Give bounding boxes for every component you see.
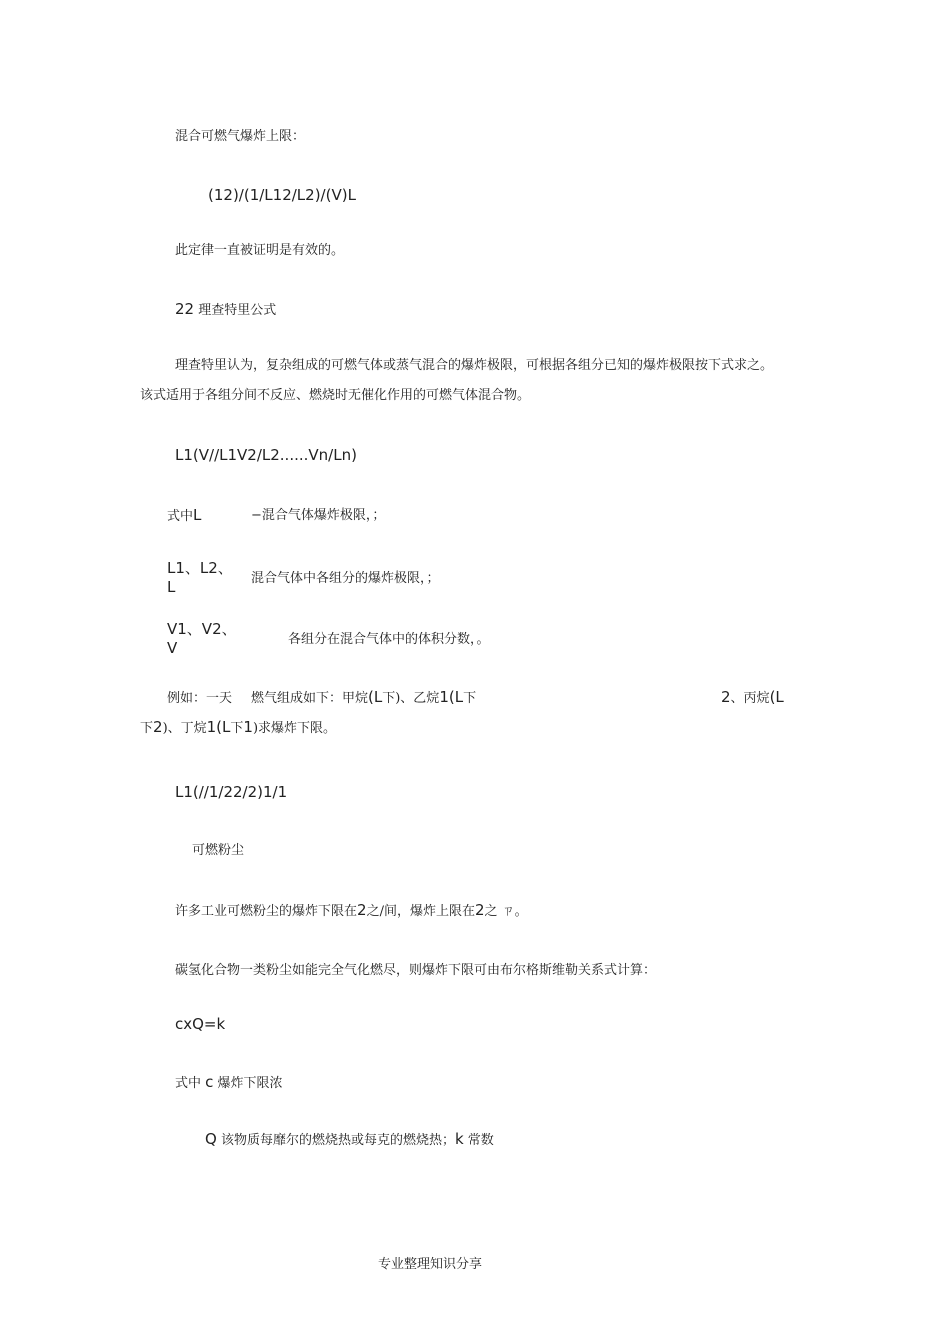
- definition-label: V: [167, 639, 178, 657]
- section-label: [175, 301, 276, 319]
- formula-cxq: cxQ=k: [175, 1015, 226, 1033]
- formula-upper: (12)/(1/L12/L2)/(V)L: [208, 186, 356, 204]
- definition-label: L: [167, 578, 176, 596]
- text-run: 之/间，爆炸上限在: [366, 904, 475, 919]
- text-run: 燃气组成如下：甲烷: [251, 691, 369, 706]
- definition-label-symbol: L: [193, 506, 202, 524]
- text-run: )求爆炸下限。: [252, 721, 337, 736]
- text-run: 爆炸下限浓: [217, 1076, 283, 1091]
- example-line: [251, 689, 476, 707]
- definition-description: 各组分在混合气体中的体积分数，。: [288, 632, 490, 647]
- text-run: 许多工业可燃粉尘的爆炸下限在: [175, 904, 358, 919]
- text-run: 下: [230, 721, 244, 736]
- formula-example: L1(//1/22/2)1/1: [175, 783, 288, 801]
- section-label-num: 22: [175, 300, 195, 318]
- text-run: 式中: [175, 1076, 202, 1091]
- text-run: 常数: [467, 1133, 494, 1148]
- dust-heading: 可燃粉尘: [192, 843, 245, 858]
- text-run: (L: [769, 688, 784, 706]
- dust-line: [175, 902, 528, 920]
- paragraph-line: 该式适用于各组分间不反应、燃烧时无催化作用的可燃气体混合物。: [140, 388, 531, 403]
- text-run: 1(L: [206, 718, 231, 736]
- paragraph-line: 理查特里认为，复杂组成的可燃气体或蒸气混合的爆炸极限，可根据各组分已知的爆炸极限按下式求之。: [175, 358, 774, 373]
- text-run: 1(L: [439, 688, 464, 706]
- definition-label: L1、L2、: [167, 559, 233, 577]
- c-definition: [175, 1074, 283, 1092]
- text-run: 2: [357, 901, 367, 919]
- definition-label: [167, 507, 201, 525]
- page-footer: 专业整理知识分享: [378, 1257, 483, 1272]
- proven-statement: 此定律一直被证明是有效的。: [175, 243, 345, 258]
- definition-description: 混合气体中各组分的爆炸极限，；: [251, 571, 440, 586]
- text-run: 下)、乙烷: [382, 691, 440, 706]
- text-run: c: [205, 1073, 214, 1091]
- text-run: (L: [368, 688, 383, 706]
- text-run: 2: [721, 688, 731, 706]
- text-run: )、丁烷: [162, 721, 207, 736]
- formula-main: L1(V//L1V2/L2......Vn/Ln): [175, 446, 357, 464]
- text-run: 该物质每靡尔的燃烧热或每克的燃烧热；: [220, 1133, 455, 1148]
- hydrocarbon-line: 碳氢化合物一类粉尘如能完全气化燃尽，则爆炸下限可由布尔格斯维勒关系式计算：: [175, 963, 657, 978]
- example-line: 例如：一天: [167, 691, 233, 706]
- text-run: 2: [474, 901, 485, 919]
- example-line: [721, 689, 784, 707]
- text-run: Q: [205, 1130, 217, 1148]
- text-run: 下: [463, 691, 477, 706]
- text-run: 下: [140, 721, 154, 736]
- definition-description: −混合气体爆炸极限，；: [251, 508, 386, 523]
- text-run: 1: [243, 718, 253, 736]
- text-run: 2: [153, 718, 163, 736]
- definition-label: V1、V2、: [167, 620, 237, 638]
- example-line: [140, 719, 336, 737]
- definition-label-pre: 式中: [167, 509, 194, 524]
- text-run: 、丙烷: [730, 691, 770, 706]
- text-run: k: [454, 1130, 464, 1148]
- q-definition: [205, 1131, 494, 1149]
- section-label-text: 理查特里公式: [198, 303, 277, 318]
- text-run: 之 ㄗ。: [484, 904, 528, 919]
- upper-limit-heading: 混合可燃气爆炸上限：: [175, 129, 306, 144]
